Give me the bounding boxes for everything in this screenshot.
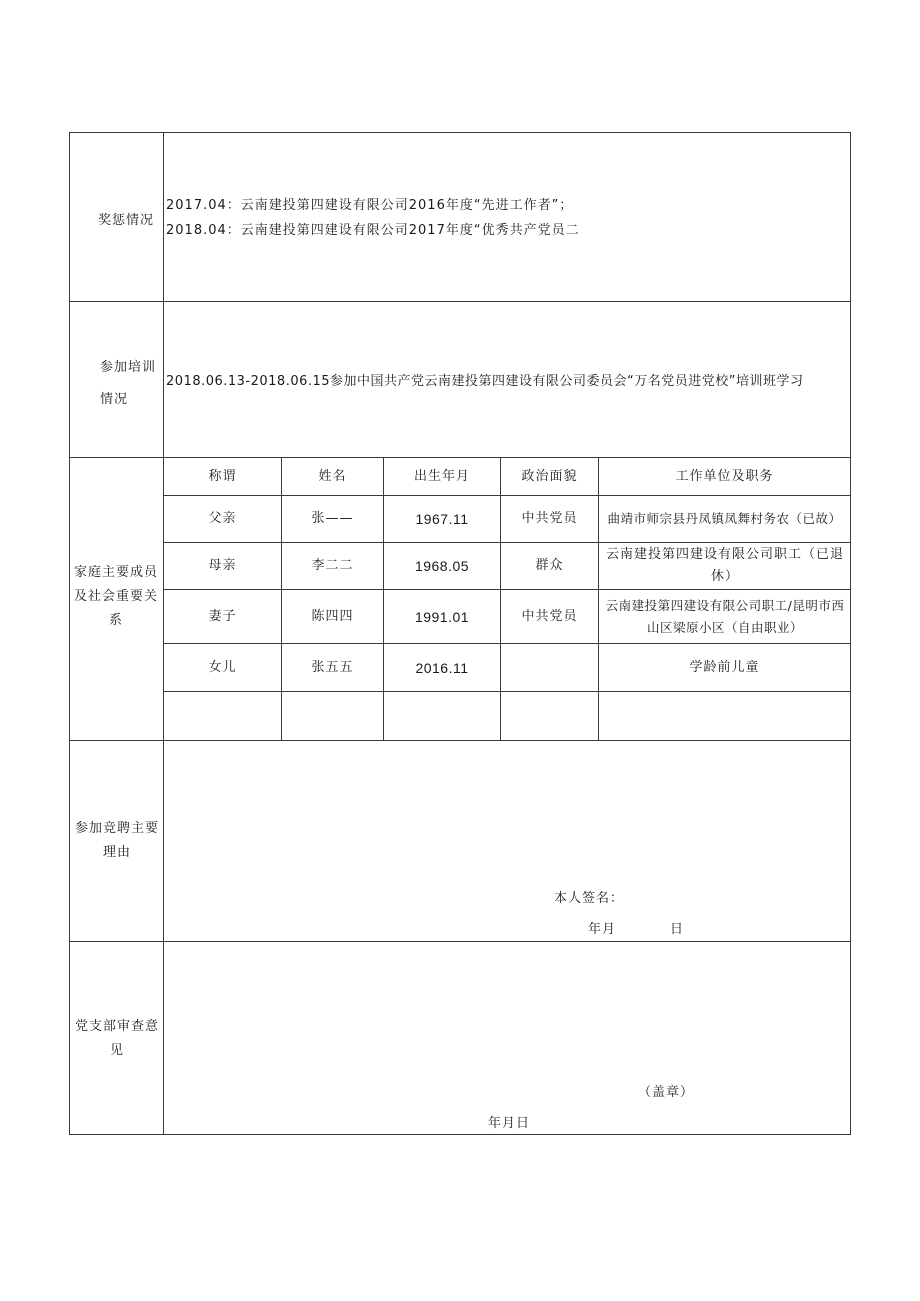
family-header-name: 姓名: [318, 468, 347, 484]
family-row-political: 群众: [535, 558, 564, 573]
family-row-name: 张——: [311, 511, 354, 526]
family-row-birth: 2016.11: [415, 659, 469, 676]
training-label-line1: 参加培训: [100, 360, 157, 375]
training-label-line2: 情况: [100, 392, 129, 407]
family-header-work: 工作单位及职务: [675, 468, 774, 484]
family-row-name: 张五五: [311, 659, 354, 675]
family-row-name: [282, 692, 383, 740]
awards-line-1: 2017.04：云南建投第四建设有限公司2016年度“先进工作者”；: [166, 198, 574, 213]
divider-family-reason: [70, 740, 850, 741]
family-row-relation: 女儿: [208, 659, 237, 675]
family-row-birth: 1967.11: [415, 511, 469, 527]
review-label: 党支部审查意见: [74, 1019, 159, 1058]
family-row-political: 中共党员: [521, 608, 578, 624]
review-date: 年月日: [488, 1116, 531, 1131]
family-header-relation: 称谓: [208, 468, 237, 484]
family-row-birth: 1991.01: [414, 608, 470, 625]
awards-label: 奖惩情况: [98, 213, 155, 228]
family-label: 家庭主要成员及社会重要关系: [74, 565, 159, 628]
seal-label: （盖章）: [638, 1085, 695, 1100]
family-row-name: 李二二: [311, 558, 354, 573]
divider-reason-review: [70, 941, 850, 942]
family-row-relation: 父亲: [208, 511, 237, 526]
family-header-birth: 出生年月: [413, 468, 470, 484]
reason-label: 参加竞聘主要理由: [74, 821, 159, 860]
reason-date-year-month: 年月: [588, 922, 617, 937]
family-row-relation: [164, 692, 281, 740]
family-row-work: 云南建投第四建设有限公司职工（已退休）: [605, 547, 844, 584]
training-text: 2018.06.13-2018.06.15参加中国共产党云南建投第四建设有限公司委员会“万名党员进党校”培训班学习: [166, 374, 804, 389]
family-row-relation: 母亲: [208, 558, 237, 573]
reason-date-day: 日: [670, 922, 685, 937]
family-row-political: 中共党员: [521, 511, 578, 526]
family-header-political: 政治面貌: [521, 468, 578, 484]
family-row-political: [501, 692, 598, 740]
family-row-birth: [384, 692, 500, 740]
family-row-work: 曲靖市师宗县丹凤镇凤舞村务农（已故）: [607, 511, 842, 526]
family-row-relation: 妻子: [208, 608, 237, 624]
divider-awards-training: [70, 301, 850, 302]
family-row-political: [501, 644, 598, 691]
family-row-birth: 1968.05: [414, 558, 470, 574]
family-row-work: [599, 692, 850, 740]
family-row-name: 陈四四: [311, 608, 354, 624]
signature-label: 本人签名：: [554, 891, 625, 906]
application-form: [69, 132, 851, 1135]
awards-line-2: 2018.04：云南建投第四建设有限公司2017年度“优秀共产党员二: [166, 223, 580, 238]
family-row-work: 云南建投第四建设有限公司职工/昆明市西山区梁原小区（自由职业）: [605, 597, 845, 635]
family-row-work: 学龄前儿童: [689, 659, 760, 675]
